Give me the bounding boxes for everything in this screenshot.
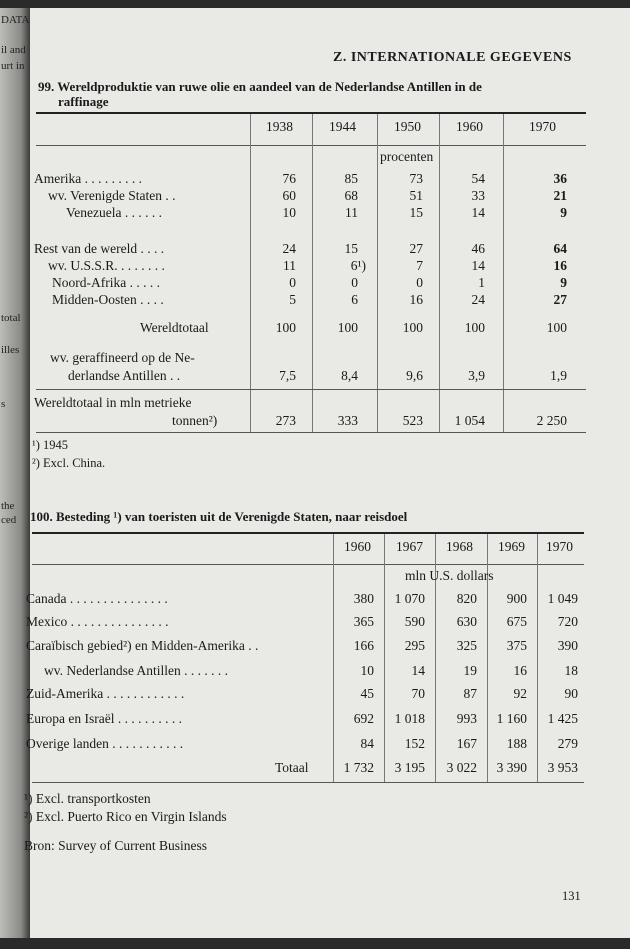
table-cell: 68 [344,188,358,203]
table-cell: 100 [337,320,358,335]
table-cell: 9 [560,205,567,220]
column-header-year: 1969 [498,539,525,554]
row-label: Midden-Oosten . . . . [52,292,164,307]
table-cell: 84 [360,736,374,751]
table-cell: 3 953 [547,760,578,775]
table-cell: 19 [463,663,477,678]
table-top-rule [32,532,584,534]
table-cell: 900 [506,591,527,606]
table-cell: 70 [411,686,425,701]
row-label: Venezuela . . . . . . [66,205,162,220]
row-label: Overige landen . . . . . . . . . . . [26,736,184,751]
margin-fragment: ced [1,514,17,526]
header-rule [32,564,584,565]
total-rule [36,389,586,390]
table-cell: 11 [283,258,296,273]
table-bottom-rule [32,782,584,783]
table-cell: 3 022 [446,760,477,775]
margin-fragment: s [1,398,6,410]
margin-fragment: urt in [1,60,25,72]
table-cell: 24 [282,241,296,256]
page-number: 131 [562,889,581,903]
unit-label: mln U.S. dollars [405,568,494,583]
column-header-year: 1944 [329,119,356,134]
table-cell: 523 [402,413,423,428]
table-cell: 6¹) [350,258,366,273]
table-cell: 10 [360,663,374,678]
table-title: 99. Wereldproduktie van ruwe olie en aandeel van de Nederlandse Antillen in de [38,79,482,94]
table-cell: 333 [337,413,358,428]
table-cell: 7 [416,258,423,273]
table-cell: 87 [463,686,477,701]
column-header-year: 1960 [456,119,483,134]
margin-fragment: illes [1,344,20,356]
row-label: Caraïbisch gebied²) en Midden-Amerika . . [26,638,259,653]
row-label: Wereldtotaal [140,320,209,335]
row-label: wv. Nederlandse Antillen . . . . . . . [44,663,228,678]
table-cell: 64 [553,241,567,256]
table-cell: 15 [409,205,423,220]
table-cell: 54 [471,171,485,186]
table-cell: 85 [344,171,358,186]
table-cell: 16 [513,663,527,678]
table-cell: 16 [409,292,423,307]
table-cell: 60 [282,188,296,203]
row-label: Wereldtotaal in mln metrieke [34,395,192,410]
margin-fragment: il and [1,44,26,56]
column-header-year: 1970 [546,539,573,554]
row-label: wv. geraffineerd op de Ne- [50,350,195,365]
table-cell: 51 [409,188,423,203]
column-header-year: 1970 [529,119,556,134]
row-label-cont: derlandse Antillen . . [68,368,181,383]
source-note: Bron: Survey of Current Business [24,838,207,853]
footnote: ²) Excl. China. [32,456,106,470]
column-header-year: 1950 [394,119,421,134]
table-cell: 692 [353,711,374,726]
footnote: ¹) 1945 [32,438,69,452]
table-cell: 630 [456,614,477,629]
row-label: Rest van de wereld . . . . [34,241,165,256]
table-cell: 92 [513,686,527,701]
row-label: Amerika . . . . . . . . . [34,171,142,186]
table-cell: 5 [289,292,296,307]
row-label: Noord-Afrika . . . . . [52,275,160,290]
table-cell: 1 049 [547,591,578,606]
footnote: ¹) Excl. transportkosten [24,791,151,806]
table-cell: 380 [353,591,374,606]
table-cell: 18 [564,663,578,678]
table-cell: 27 [553,292,567,307]
table-cell: 73 [409,171,423,186]
table-cell: 590 [404,614,425,629]
margin-fragment: the [1,500,15,512]
table-cell: 0 [351,275,358,290]
table-cell: 21 [553,188,567,203]
table-cell: 1 018 [394,711,425,726]
table-cell: 152 [404,736,425,751]
table-cell: 993 [456,711,477,726]
row-label: Totaal [275,760,309,775]
section-title: Z. INTERNATIONALE GEGEVENS [333,50,572,65]
column-header-year: 1968 [446,539,473,554]
table-cell: 1 732 [343,760,374,775]
table-cell: 100 [464,320,485,335]
table-cell: 24 [471,292,485,307]
table-cell: 3 195 [394,760,425,775]
table-cell: 375 [506,638,527,653]
table-cell: 16 [553,258,567,273]
row-label: wv. Verenigde Staten . . [48,188,176,203]
table-bottom-rule [36,432,586,433]
table-cell: 1 425 [547,711,578,726]
table-cell: 1,9 [550,368,567,383]
table-cell: 0 [289,275,296,290]
column-divider [503,114,504,432]
table-cell: 325 [456,638,477,653]
table-cell: 9 [560,275,567,290]
table-cell: 45 [360,686,374,701]
table-cell: 14 [411,663,425,678]
table-cell: 1 070 [394,591,425,606]
column-header-year: 1960 [344,539,371,554]
table-cell: 3,9 [468,368,485,383]
table-cell: 1 [478,275,485,290]
table-cell: 33 [471,188,485,203]
row-label: Europa en Israël . . . . . . . . . . [26,711,182,726]
table-cell: 188 [506,736,527,751]
row-label-cont: tonnen²) [172,413,218,428]
table-cell: 14 [471,258,485,273]
table-cell: 11 [345,205,358,220]
table-cell: 14 [471,205,485,220]
table-cell: 36 [553,171,567,186]
table-cell: 100 [546,320,567,335]
table-cell: 9,6 [406,368,423,383]
row-label: Zuid-Amerika . . . . . . . . . . . . [26,686,185,701]
table-cell: 7,5 [279,368,296,383]
unit-label: procenten [380,149,434,164]
table-cell: 820 [456,591,477,606]
table-cell: 46 [471,241,485,256]
table-cell: 100 [402,320,423,335]
table-cell: 720 [557,614,578,629]
row-label: Canada . . . . . . . . . . . . . . . [26,591,168,606]
row-label: wv. U.S.S.R. . . . . . . . [48,258,165,273]
table-cell: 295 [404,638,425,653]
table-cell: 90 [564,686,578,701]
table-cell: 167 [456,736,477,751]
table-cell: 27 [409,241,423,256]
table-cell: 279 [557,736,578,751]
table-cell: 390 [557,638,578,653]
table-cell: 76 [282,171,296,186]
table-cell: 0 [416,275,423,290]
table-cell: 1 160 [496,711,527,726]
row-label: Mexico . . . . . . . . . . . . . . . [26,614,169,629]
margin-fragment: DATA [1,14,30,26]
table-title: 100. Besteding ¹) van toeristen uit de Verenigde Staten, naar reisdoel [30,509,408,524]
column-header-year: 1938 [266,119,293,134]
table-cell: 365 [353,614,374,629]
table-cell: 6 [351,292,358,307]
table-cell: 675 [506,614,527,629]
table-cell: 166 [353,638,374,653]
table-cell: 1 054 [454,413,485,428]
table-cell: 2 250 [536,413,567,428]
table-cell: 273 [275,413,296,428]
table-title-cont: raffinage [58,94,109,109]
margin-fragment: total [1,312,21,324]
table-cell: 3 390 [496,760,527,775]
table-cell: 8,4 [341,368,358,383]
table-cell: 100 [275,320,296,335]
footnote: ²) Excl. Puerto Rico en Virgin Islands [24,809,227,824]
table-cell: 15 [344,241,358,256]
column-header-year: 1967 [396,539,423,554]
table-cell: 10 [282,205,296,220]
